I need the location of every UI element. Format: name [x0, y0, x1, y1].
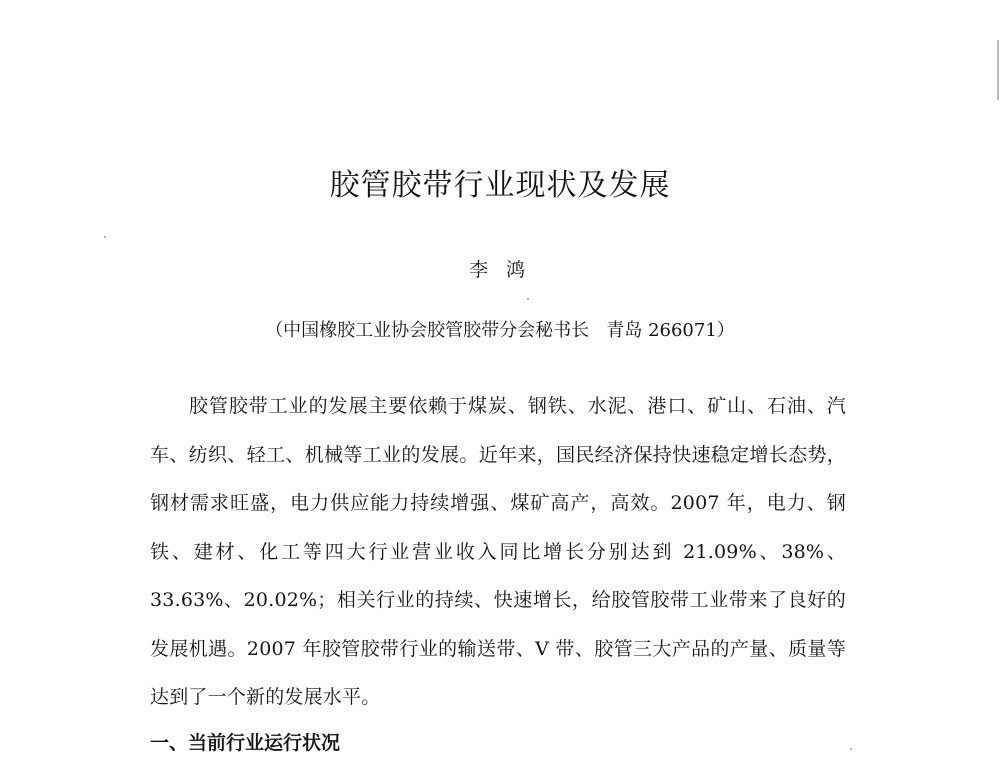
scan-speck — [850, 748, 852, 750]
body-paragraph: 胶管胶带工业的发展主要依赖于煤炭、钢铁、水泥、港口、矿山、石油、汽车、纺织、轻工、机械等工业的发展。近年来，国民经济保持快速稳定增长态势，钢材需求旺盛，电力供应能力持续增强、煤矿高产，高效。2007 年，电力、钢铁、建材、化工等四大行业营业收入同比增长分别达到 21.09%、38%、33.63%、20.02%；相关行业的持续、快速增长，给胶管胶带工业带来了良好的发展机遇。2007 年胶管胶带行业的输送带、V 带、胶管三大产品的产量、质量等达到了一个新的发展水平。 — [150, 395, 846, 708]
scan-speck — [104, 236, 106, 238]
author-name: 李 鸿 — [468, 259, 532, 281]
author-affiliation: （中国橡胶工业协会胶管胶带分会秘书长 青岛 266071） — [265, 320, 735, 341]
scan-speck — [527, 298, 529, 300]
document-title: 胶管胶带行业现状及发展 — [329, 168, 671, 203]
scan-edge-mark — [997, 40, 999, 100]
section-heading: 一、当前行业运行状况 — [150, 732, 341, 754]
